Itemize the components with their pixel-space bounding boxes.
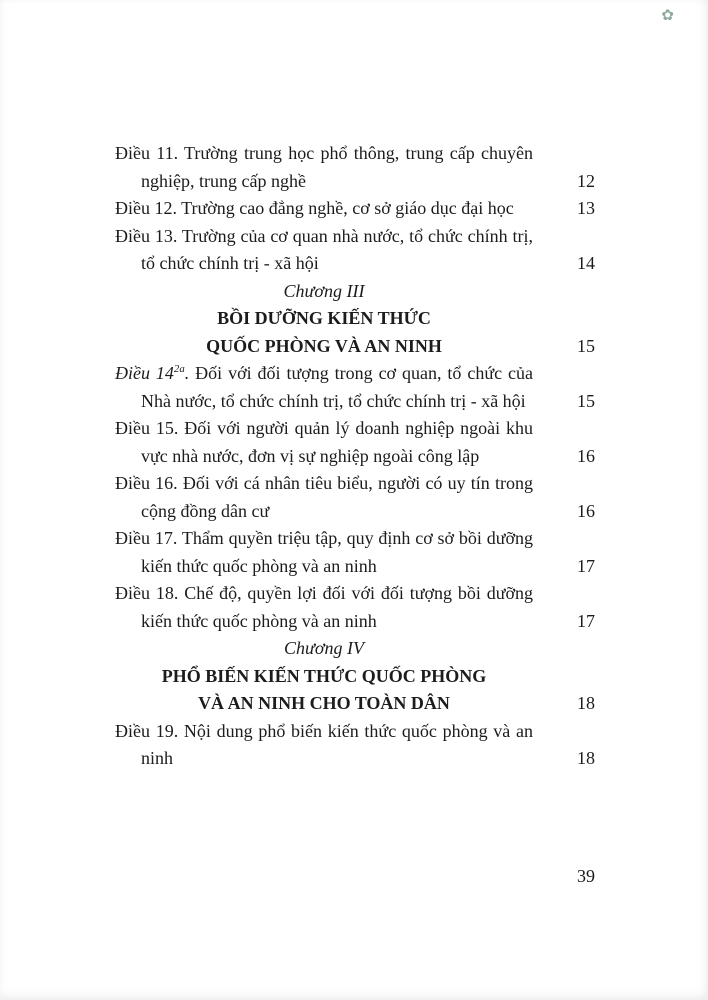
page-number: 39 (577, 866, 595, 886)
toc-page-number: 14 (577, 253, 595, 273)
toc-page-number: 16 (577, 445, 595, 466)
toc-entry-label: Điều 16. (115, 473, 178, 493)
toc-entry (115, 470, 595, 525)
toc-entry-text: Chế độ, quyền lợi đối với đối tượng bồi dưỡng kiến thức quốc phòng và an ninh (141, 583, 534, 631)
chapter-title-line: PHỔ BIẾN KIẾN THỨC QUỐC PHÒNG (161, 665, 487, 686)
toc-chapter (115, 278, 595, 361)
toc-page-number: 15 (577, 390, 595, 411)
toc-entry-text: Đối với cá nhân tiêu biểu, người có uy tín trong cộng đồng dân cư (141, 473, 533, 521)
toc-page-number: 18 (577, 693, 595, 713)
toc-entry (115, 580, 595, 635)
toc-entry-text: Trường của cơ quan nhà nước, tổ chức chính trị, tổ chức chính trị - xã hội (141, 225, 533, 273)
toc-entry (115, 718, 595, 773)
toc-page-number: 17 (577, 555, 595, 576)
toc-entry-text: Trường trung học phổ thông, trung cấp chuyên nghiệp, trung cấp nghề (141, 143, 533, 191)
toc-entry-text: Trường cao đẳng nghề, cơ sở giáo dục đại học (177, 198, 514, 218)
toc-page-number: 18 (577, 748, 595, 768)
flower-ornament-icon: ✿ (661, 8, 674, 24)
toc-page-number: 15 (577, 335, 595, 356)
toc-entry-text: Thẩm quyền triệu tập, quy định cơ sở bồi dưỡng kiến thức quốc phòng và an ninh (141, 528, 533, 576)
toc-entry-label: Điều 12. (115, 198, 177, 218)
toc-page-number: 13 (577, 198, 595, 218)
toc-entry-text: Nội dung phổ biến kiến thức quốc phòng và an ninh (141, 720, 533, 768)
chapter-label: Chương IV (284, 638, 364, 658)
toc-entry-label: Điều $14^{2a}$. (115, 363, 190, 383)
toc-entry (115, 415, 595, 470)
chapter-title-line: QUỐC PHÒNG VÀ AN NINH (206, 335, 442, 356)
toc-entry-label: Điều 13. (115, 225, 178, 246)
toc-chapter (115, 635, 595, 718)
toc-entry-label: Điều 11. (115, 143, 179, 163)
toc-page-number: 12 (577, 170, 595, 191)
toc-entry-label: Điều 19. (115, 720, 179, 741)
toc-entry (115, 360, 595, 415)
chapter-title-line: VÀ AN NINH CHO TOÀN DÂN (198, 693, 450, 713)
toc-entry-text: Đối với đối tượng trong cơ quan, tổ chức của Nhà nước, tổ chức chính trị, tổ chức chính trị - xã hội (141, 363, 533, 411)
toc-entry-label: Điều 17. (115, 528, 178, 548)
toc-entry-label: Điều 18. (115, 583, 179, 603)
toc-page-number: 16 (577, 500, 595, 521)
toc-entry-label-superscript: 2a (173, 363, 185, 375)
toc-page-number: 17 (577, 610, 595, 631)
toc (115, 140, 595, 773)
toc-entry (115, 525, 595, 580)
toc-entry (115, 140, 595, 195)
chapter-title-line: BỒI DƯỠNG KIẾN THỨC (217, 308, 431, 328)
chapter-label: Chương III (283, 280, 365, 301)
toc-entry-text: Đối với người quản lý doanh nghiệp ngoài khu vực nhà nước, đơn vị sự nghiệp ngoài công lập (141, 418, 533, 466)
toc-entry-label: Điều 15. (115, 418, 179, 438)
toc-entry (115, 195, 595, 223)
toc-entry (115, 223, 595, 278)
